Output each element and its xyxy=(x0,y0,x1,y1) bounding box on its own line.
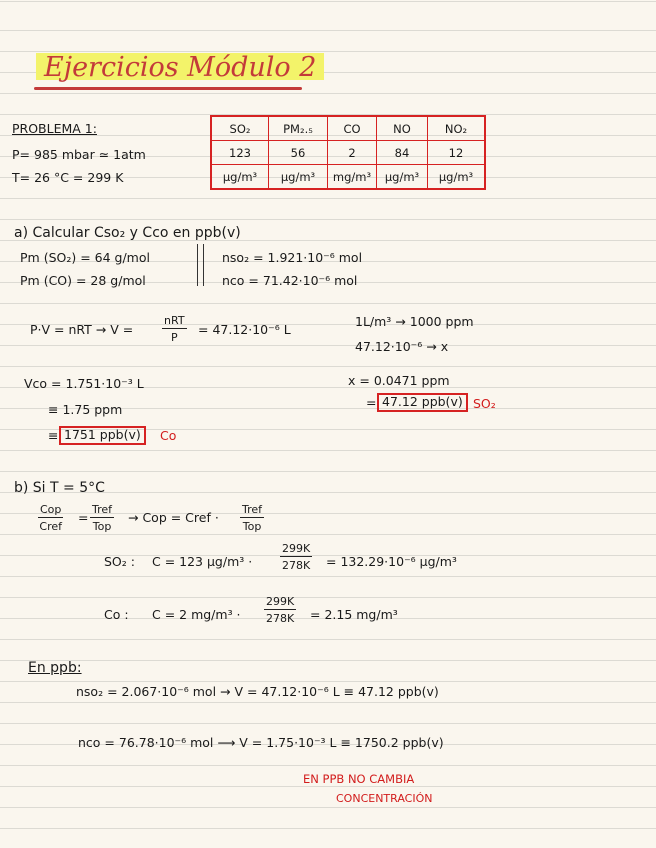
pm-co: Pm (CO) = 28 g/mol xyxy=(20,273,146,288)
ratio-equals: = xyxy=(78,510,89,525)
table-cell: PM₂.₅ xyxy=(269,116,328,141)
table-cell: 56 xyxy=(269,141,328,165)
table-cell: 2 xyxy=(328,141,377,165)
pressure-text: P= 985 mbar ≃ 1atm xyxy=(12,147,146,162)
co-boxed-result: 1751 ppb(v) xyxy=(59,426,146,445)
ideal-gas-prefix: P·V = nRT → V = xyxy=(30,322,134,337)
so2-boxed-result: 47.12 ppb(v) xyxy=(377,393,468,412)
rule-line-1: 1L/m³ → 1000 ppm xyxy=(355,314,474,329)
ratio-solution: → Cop = Cref · xyxy=(128,510,219,525)
co-equals: ≡ xyxy=(48,428,59,443)
part-b-heading: b) Si T = 5°C xyxy=(14,480,105,496)
fraction-numerator: 299K xyxy=(266,595,295,608)
table-row xyxy=(211,141,485,165)
problem-label: PROBLEMA 1: xyxy=(12,121,97,136)
co-correction-prefix: C = 2 mg/m³ · xyxy=(152,607,241,622)
co-result-label: Co xyxy=(160,428,177,443)
note-line-2: CONCENTRACIÓN xyxy=(336,792,433,805)
title-underline xyxy=(34,87,302,90)
so2-correction-result: = 132.29·10⁻⁶ μg/m³ xyxy=(326,554,457,569)
double-divider xyxy=(197,244,204,286)
ideal-gas-result: = 47.12·10⁻⁶ L xyxy=(198,322,291,337)
so2-result-label: SO₂ xyxy=(473,396,496,411)
fraction-numerator: Tref xyxy=(242,503,263,516)
ppb-line-co: nco = 76.78·10⁻⁶ mol ⟶ V = 1.75·10⁻³ L ≡ 1750.2 ppb(v) xyxy=(78,735,444,750)
table-cell: 12 xyxy=(428,141,486,165)
ppb-line-so2: nso₂ = 2.067·10⁻⁶ mol → V = 47.12·10⁻⁶ L ≡ 47.12 ppb(v) xyxy=(76,684,439,699)
fraction-denominator: Cref xyxy=(39,520,62,533)
temperature-text: T= 26 °C = 299 K xyxy=(12,170,124,185)
table-cell: CO xyxy=(328,116,377,141)
fraction-denominator: Top xyxy=(242,520,262,533)
ratio-fraction-3 xyxy=(240,503,264,533)
fraction-denominator: Top xyxy=(92,520,112,533)
fraction-numerator: Cop xyxy=(40,503,62,516)
note-line-1: EN PPB NO CAMBIA xyxy=(303,772,415,786)
fraction-numerator: nRT xyxy=(164,314,185,327)
so2-correction-prefix: C = 123 μg/m³ · xyxy=(152,554,253,569)
table-cell: μg/m³ xyxy=(377,165,428,190)
page-title: Ejercicios Módulo 2 xyxy=(36,50,324,85)
co-correction-label: Co : xyxy=(104,607,129,622)
table-cell: SO₂ xyxy=(211,116,269,141)
table-cell: 123 xyxy=(211,141,269,165)
fraction-numerator: Tref xyxy=(92,503,113,516)
table-row xyxy=(211,165,485,190)
v-co: Vco = 1.751·10⁻³ L xyxy=(24,376,144,391)
so2-temp-fraction xyxy=(280,542,312,572)
so2-equals: = xyxy=(366,395,377,410)
ppb-heading: En ppb: xyxy=(28,660,82,676)
pm-so2: Pm (SO₂) = 64 g/mol xyxy=(20,250,150,265)
fraction-denominator: 278K xyxy=(282,559,311,572)
fraction-numerator: 299K xyxy=(282,542,311,555)
n-co: nco = 71.42·10⁻⁶ mol xyxy=(222,273,358,288)
ratio-fraction-1 xyxy=(38,503,63,533)
so2-correction-label: SO₂ : xyxy=(104,554,135,569)
fraction-denominator: P xyxy=(170,331,178,344)
table-cell: NO₂ xyxy=(428,116,486,141)
pollutant-table xyxy=(210,115,486,190)
co-correction-result: = 2.15 mg/m³ xyxy=(310,607,398,622)
ideal-gas-fraction xyxy=(162,314,187,344)
co-ppm: ≡ 1.75 ppm xyxy=(48,402,123,417)
rule-line-2: 47.12·10⁻⁶ → x xyxy=(355,339,449,354)
table-cell: mg/m³ xyxy=(328,165,377,190)
table-cell: 84 xyxy=(377,141,428,165)
co-temp-fraction xyxy=(264,595,296,625)
n-so2: nso₂ = 1.921·10⁻⁶ mol xyxy=(222,250,363,265)
table-cell: NO xyxy=(377,116,428,141)
table-cell: μg/m³ xyxy=(211,165,269,190)
fraction-denominator: 278K xyxy=(266,612,295,625)
x-result: x = 0.0471 ppm xyxy=(348,373,450,388)
part-a-heading: a) Calcular Cso₂ y Cco en ppb(v) xyxy=(14,225,241,241)
ratio-fraction-2 xyxy=(90,503,114,533)
table-cell: μg/m³ xyxy=(428,165,486,190)
table-row xyxy=(211,116,485,141)
table-cell: μg/m³ xyxy=(269,165,328,190)
